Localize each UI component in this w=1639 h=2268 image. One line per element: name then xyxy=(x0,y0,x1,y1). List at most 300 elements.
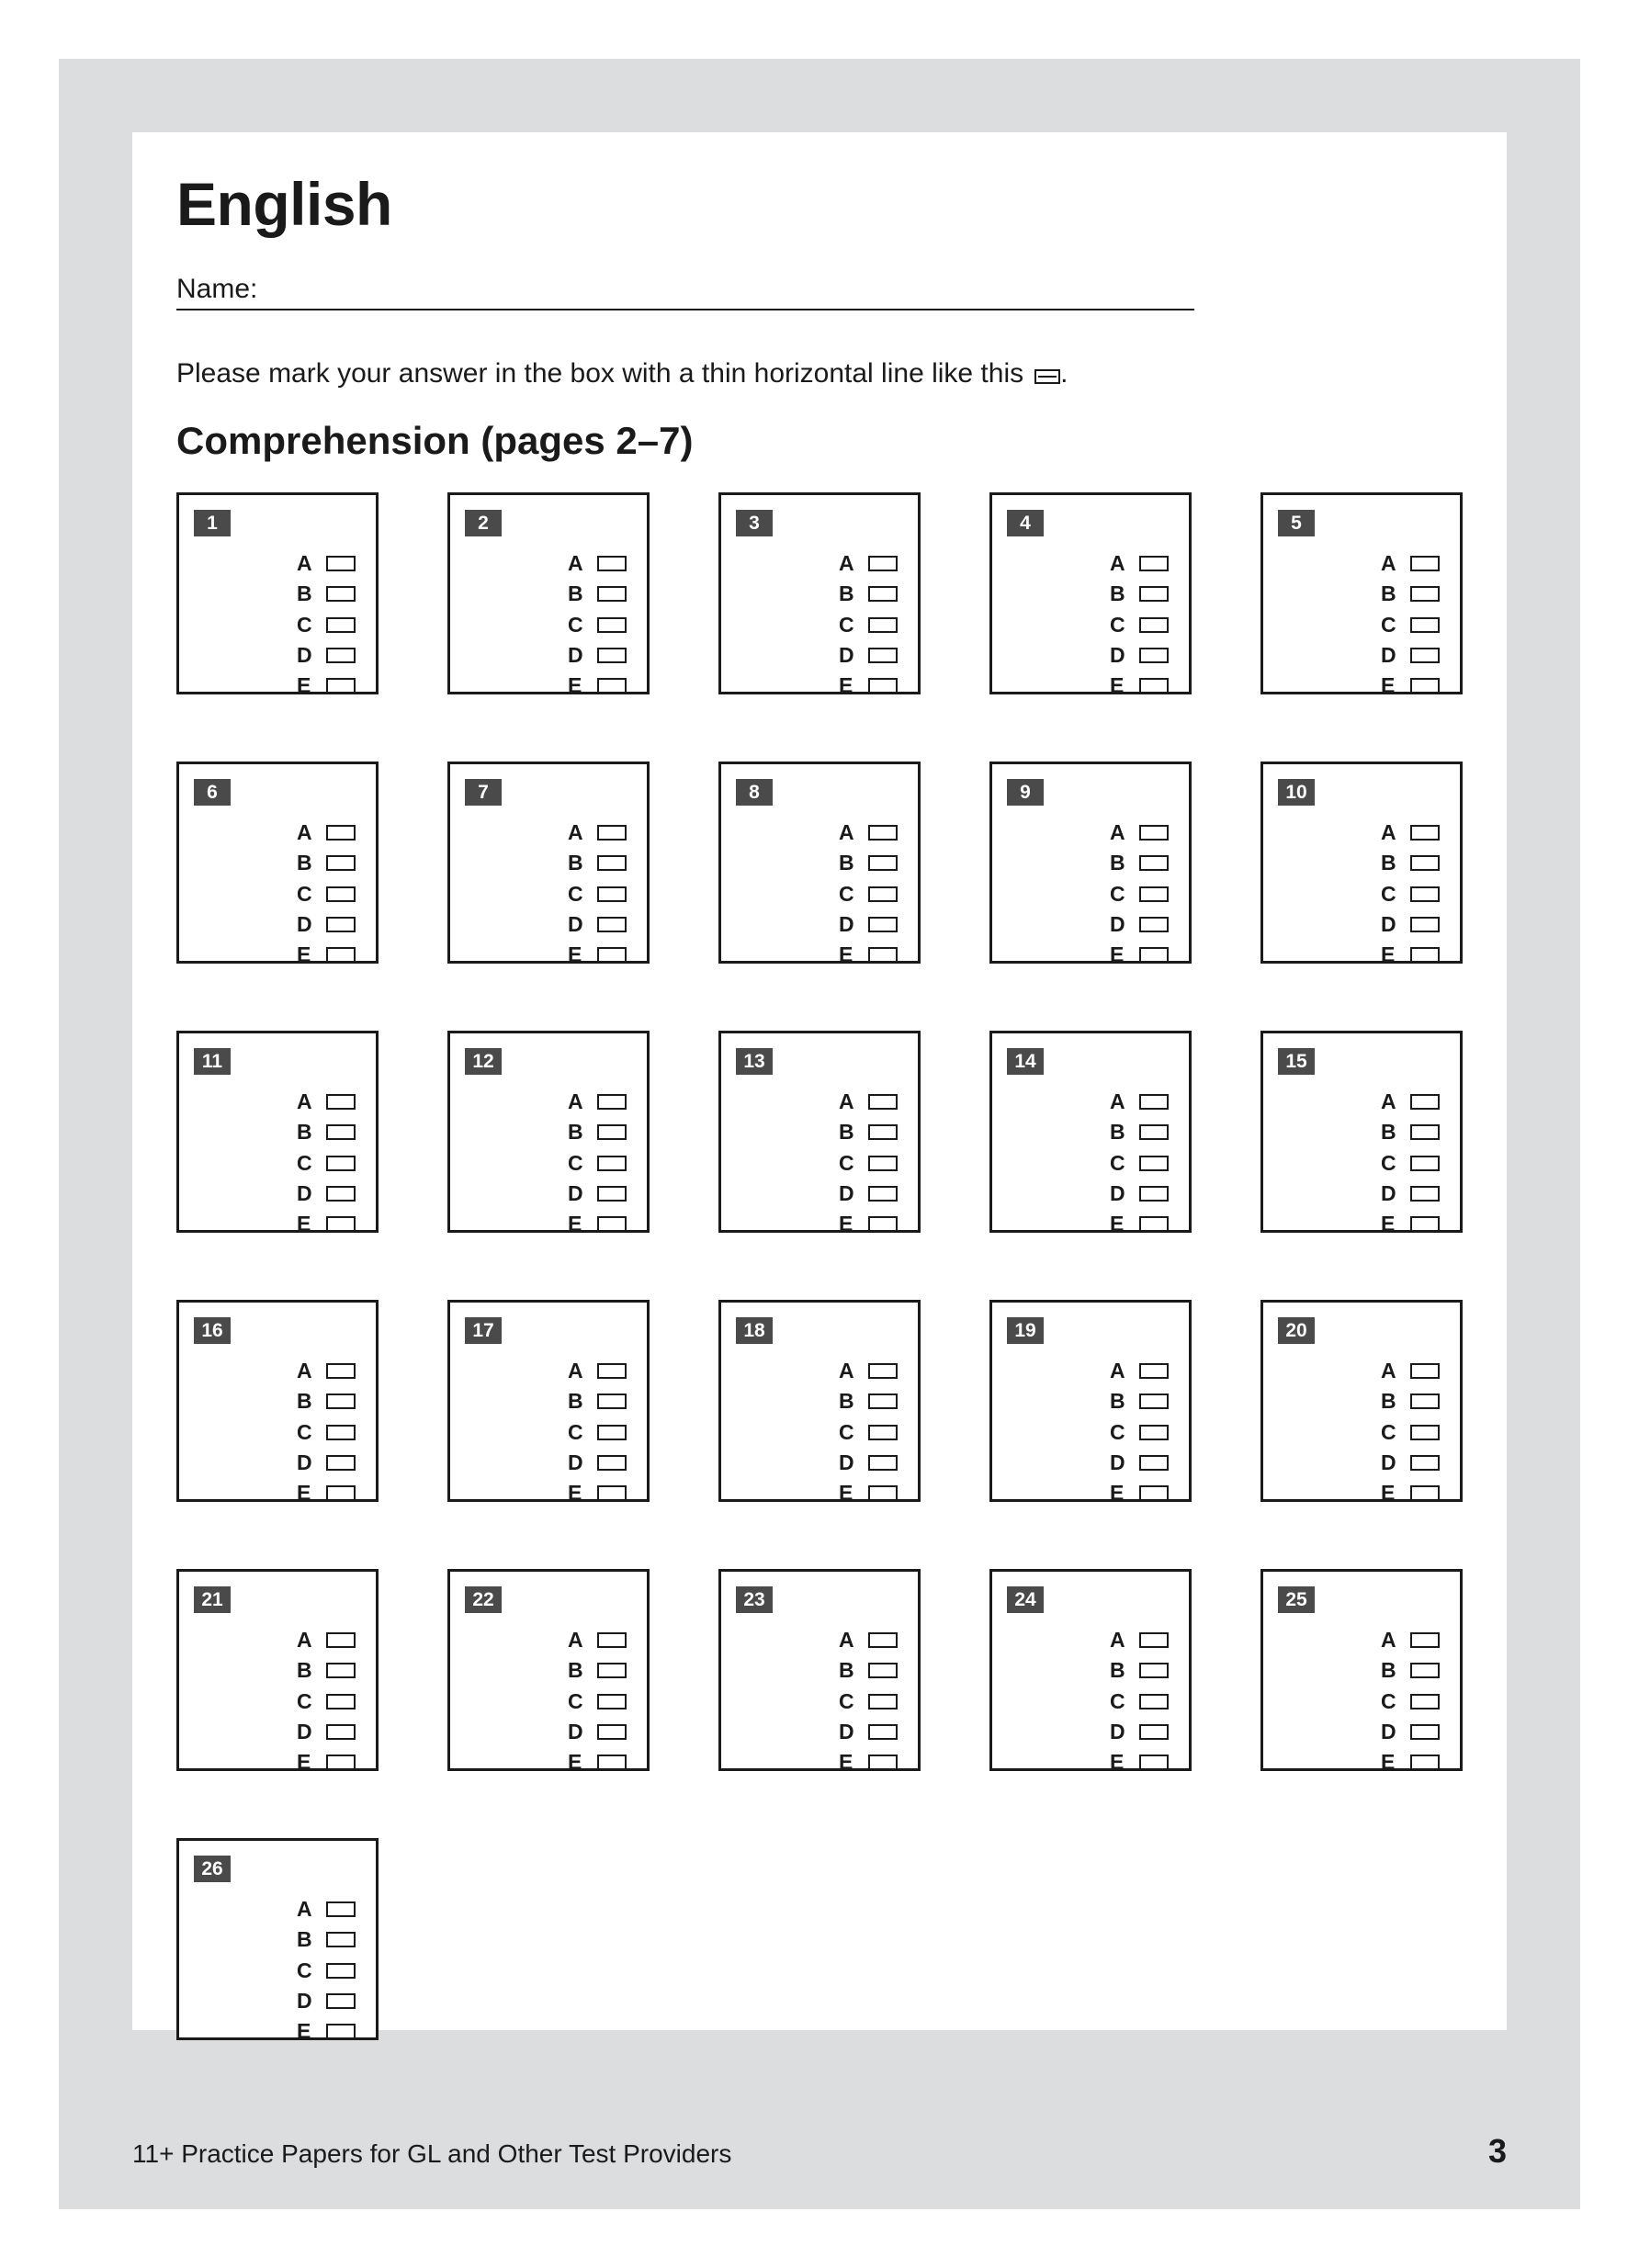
answer-option xyxy=(297,640,356,671)
answer-option xyxy=(568,1148,627,1179)
question-box xyxy=(1260,1569,1463,1775)
answer-option xyxy=(297,1956,356,1986)
question-box xyxy=(718,492,921,698)
option-letter: D xyxy=(297,1989,312,2014)
answer-checkbox[interactable] xyxy=(326,1485,356,1501)
answer-checkbox[interactable] xyxy=(326,1632,356,1648)
answer-checkbox[interactable] xyxy=(868,1094,898,1110)
answer-option xyxy=(839,1655,898,1686)
answer-checkbox[interactable] xyxy=(326,947,356,963)
answer-checkbox[interactable] xyxy=(597,1663,627,1678)
answer-option xyxy=(297,1478,356,1508)
answer-checkbox[interactable] xyxy=(1139,886,1169,902)
option-letter: D xyxy=(1110,1450,1125,1475)
answer-checkbox[interactable] xyxy=(868,1632,898,1648)
answer-option xyxy=(1381,879,1440,909)
answer-checkbox[interactable] xyxy=(1410,1094,1440,1110)
answer-checkbox[interactable] xyxy=(1139,586,1169,602)
answer-checkbox[interactable] xyxy=(868,617,898,633)
answer-checkbox[interactable] xyxy=(1139,1394,1169,1409)
answer-checkbox[interactable] xyxy=(326,855,356,871)
answer-checkbox[interactable] xyxy=(868,1394,898,1409)
answer-checkbox[interactable] xyxy=(326,1363,356,1379)
answer-option xyxy=(839,671,898,701)
answer-checkbox[interactable] xyxy=(1139,556,1169,571)
answer-checkbox[interactable] xyxy=(597,1094,627,1110)
answer-checkbox[interactable] xyxy=(868,1485,898,1501)
option-letter: C xyxy=(568,1419,583,1444)
option-letter: E xyxy=(839,1212,853,1236)
option-letter: A xyxy=(297,1628,312,1653)
option-list xyxy=(1110,818,1169,970)
answer-checkbox[interactable] xyxy=(597,947,627,963)
answer-checkbox[interactable] xyxy=(326,825,356,841)
answer-checkbox[interactable] xyxy=(1139,1124,1169,1140)
option-list xyxy=(568,1087,627,1239)
answer-checkbox[interactable] xyxy=(1139,1186,1169,1202)
answer-checkbox[interactable] xyxy=(597,886,627,902)
option-letter: A xyxy=(1381,820,1396,845)
answer-checkbox[interactable] xyxy=(1139,1216,1169,1232)
question-number: 2 xyxy=(465,510,502,536)
answer-checkbox[interactable] xyxy=(1410,586,1440,602)
answer-checkbox[interactable] xyxy=(1410,855,1440,871)
option-list xyxy=(568,1356,627,1508)
answer-option xyxy=(1110,1209,1169,1239)
answer-option xyxy=(1110,548,1169,579)
answer-option xyxy=(1381,548,1440,579)
question-box xyxy=(989,492,1192,698)
answer-checkbox[interactable] xyxy=(597,648,627,663)
answer-option xyxy=(1381,1655,1440,1686)
answer-checkbox[interactable] xyxy=(868,1186,898,1202)
answer-checkbox[interactable] xyxy=(868,1363,898,1379)
answer-option xyxy=(1110,1747,1169,1777)
answer-option xyxy=(1110,1148,1169,1179)
answer-option xyxy=(1381,848,1440,878)
answer-checkbox[interactable] xyxy=(326,678,356,694)
answer-checkbox[interactable] xyxy=(1139,648,1169,663)
answer-checkbox[interactable] xyxy=(597,1394,627,1409)
answer-option xyxy=(297,848,356,878)
option-letter: C xyxy=(568,612,583,637)
answer-checkbox[interactable] xyxy=(868,947,898,963)
answer-checkbox[interactable] xyxy=(1410,1363,1440,1379)
answer-option xyxy=(1110,1417,1169,1448)
answer-checkbox[interactable] xyxy=(597,1216,627,1232)
name-label: Name: xyxy=(176,274,258,304)
option-letter: C xyxy=(297,1150,312,1175)
answer-option xyxy=(1110,1087,1169,1117)
option-letter: D xyxy=(297,1720,312,1744)
answer-option xyxy=(297,610,356,640)
option-letter: A xyxy=(1381,1089,1396,1114)
answer-checkbox[interactable] xyxy=(597,1694,627,1709)
answer-checkbox[interactable] xyxy=(1139,855,1169,871)
option-letter: A xyxy=(1110,820,1125,845)
answer-option xyxy=(839,1417,898,1448)
option-letter: D xyxy=(839,912,854,937)
answer-option xyxy=(568,1209,627,1239)
page-border xyxy=(59,59,1580,2209)
option-letter: C xyxy=(297,881,312,906)
answer-option xyxy=(839,848,898,878)
option-letter: B xyxy=(1110,1658,1125,1683)
answer-checkbox[interactable] xyxy=(326,1186,356,1202)
answer-option xyxy=(1110,1478,1169,1508)
question-number: 22 xyxy=(465,1586,502,1613)
option-letter: B xyxy=(1381,1120,1396,1145)
answer-checkbox[interactable] xyxy=(1410,1425,1440,1440)
option-letter: B xyxy=(839,1389,854,1414)
answer-option xyxy=(1110,909,1169,940)
option-letter: D xyxy=(1381,1720,1396,1744)
answer-checkbox[interactable] xyxy=(1410,678,1440,694)
answer-checkbox[interactable] xyxy=(1410,917,1440,932)
question-number: 21 xyxy=(194,1586,231,1613)
option-list xyxy=(1110,1087,1169,1239)
option-letter: C xyxy=(1110,1688,1125,1713)
answer-option xyxy=(839,940,898,970)
question-box xyxy=(989,1031,1192,1236)
option-letter: C xyxy=(1381,881,1396,906)
answer-checkbox[interactable] xyxy=(1410,1455,1440,1471)
section-title: Comprehension (pages 2–7) xyxy=(176,419,694,462)
question-box xyxy=(989,762,1192,967)
option-letter: E xyxy=(297,673,311,698)
answer-option xyxy=(1110,671,1169,701)
option-letter: E xyxy=(1110,673,1125,698)
option-letter: E xyxy=(297,942,311,967)
option-letter: C xyxy=(568,881,583,906)
answer-option xyxy=(568,610,627,640)
answer-checkbox[interactable] xyxy=(326,556,356,571)
answer-checkbox[interactable] xyxy=(1139,1694,1169,1709)
answer-option xyxy=(297,1655,356,1686)
answer-checkbox[interactable] xyxy=(326,1694,356,1709)
answer-checkbox[interactable] xyxy=(1410,617,1440,633)
question-box xyxy=(176,1569,379,1775)
option-letter: B xyxy=(568,851,583,875)
answer-option xyxy=(839,579,898,609)
answer-checkbox[interactable] xyxy=(1410,1216,1440,1232)
question-box xyxy=(176,1838,379,2044)
answer-checkbox[interactable] xyxy=(597,1186,627,1202)
answer-checkbox[interactable] xyxy=(868,825,898,841)
question-number: 16 xyxy=(194,1317,231,1344)
answer-option xyxy=(297,1986,356,2016)
option-letter: B xyxy=(568,1389,583,1414)
question-box xyxy=(447,492,650,698)
answer-checkbox[interactable] xyxy=(597,917,627,932)
option-list xyxy=(568,818,627,970)
answer-option xyxy=(1110,940,1169,970)
answer-option xyxy=(839,1717,898,1747)
answer-option xyxy=(839,548,898,579)
answer-checkbox[interactable] xyxy=(597,825,627,841)
option-letter: E xyxy=(1110,1750,1125,1775)
option-letter: D xyxy=(839,643,854,668)
answer-checkbox[interactable] xyxy=(1410,556,1440,571)
answer-checkbox[interactable] xyxy=(1410,947,1440,963)
answer-option xyxy=(568,671,627,701)
answer-checkbox[interactable] xyxy=(1139,825,1169,841)
answer-option xyxy=(297,548,356,579)
option-letter: B xyxy=(1110,1389,1125,1414)
option-letter: D xyxy=(297,643,312,668)
option-letter: D xyxy=(568,643,583,668)
answer-option xyxy=(1110,610,1169,640)
answer-checkbox[interactable] xyxy=(868,556,898,571)
answer-checkbox[interactable] xyxy=(597,1755,627,1770)
answer-checkbox[interactable] xyxy=(1139,1425,1169,1440)
answer-checkbox[interactable] xyxy=(868,648,898,663)
option-letter: E xyxy=(297,1481,311,1506)
answer-checkbox[interactable] xyxy=(326,1156,356,1171)
option-letter: E xyxy=(1381,1481,1396,1506)
option-letter: E xyxy=(1110,942,1125,967)
page-title: English xyxy=(176,170,392,238)
answer-checkbox[interactable] xyxy=(326,1755,356,1770)
answer-option xyxy=(1381,1386,1440,1416)
answer-checkbox[interactable] xyxy=(1410,1186,1440,1202)
answer-checkbox[interactable] xyxy=(326,1724,356,1740)
option-letter: E xyxy=(297,1212,311,1236)
option-letter: A xyxy=(1110,1089,1125,1114)
answer-checkbox[interactable] xyxy=(597,1724,627,1740)
answer-checkbox[interactable] xyxy=(1410,1724,1440,1740)
answer-option xyxy=(568,579,627,609)
answer-option xyxy=(839,879,898,909)
answer-checkbox[interactable] xyxy=(597,678,627,694)
answer-checkbox[interactable] xyxy=(597,617,627,633)
option-letter: B xyxy=(839,1120,854,1145)
answer-checkbox[interactable] xyxy=(1139,678,1169,694)
answer-option xyxy=(297,1117,356,1147)
question-box xyxy=(1260,762,1463,967)
answer-checkbox[interactable] xyxy=(1139,1724,1169,1740)
option-letter: E xyxy=(839,1481,853,1506)
question-number: 7 xyxy=(465,779,502,806)
answer-option xyxy=(297,879,356,909)
answer-checkbox[interactable] xyxy=(597,556,627,571)
answer-checkbox[interactable] xyxy=(326,1663,356,1678)
answer-option xyxy=(297,1625,356,1655)
answer-checkbox[interactable] xyxy=(597,1455,627,1471)
answer-option xyxy=(297,1924,356,1955)
answer-option xyxy=(568,1087,627,1117)
answer-option xyxy=(839,1209,898,1239)
option-letter: D xyxy=(1110,912,1125,937)
answer-checkbox[interactable] xyxy=(326,1394,356,1409)
answer-checkbox[interactable] xyxy=(868,1694,898,1709)
option-letter: D xyxy=(1381,643,1396,668)
answer-checkbox[interactable] xyxy=(1410,648,1440,663)
option-letter: A xyxy=(1381,1359,1396,1383)
option-letter: D xyxy=(1381,1450,1396,1475)
answer-checkbox[interactable] xyxy=(868,1425,898,1440)
answer-option xyxy=(839,610,898,640)
answer-option xyxy=(568,1179,627,1209)
answer-checkbox[interactable] xyxy=(1410,1156,1440,1171)
question-box xyxy=(176,492,379,698)
option-letter: C xyxy=(297,1419,312,1444)
option-letter: A xyxy=(1110,1628,1125,1653)
answer-checkbox[interactable] xyxy=(868,1455,898,1471)
answer-checkbox[interactable] xyxy=(1139,1663,1169,1678)
answer-option xyxy=(1381,818,1440,848)
option-letter: D xyxy=(568,1720,583,1744)
question-number: 18 xyxy=(736,1317,773,1344)
answer-checkbox[interactable] xyxy=(868,1663,898,1678)
question-box xyxy=(1260,1300,1463,1506)
answer-checkbox[interactable] xyxy=(326,1455,356,1471)
option-list xyxy=(297,548,356,701)
answer-checkbox[interactable] xyxy=(326,886,356,902)
answer-checkbox[interactable] xyxy=(597,1632,627,1648)
answer-checkbox[interactable] xyxy=(868,586,898,602)
answer-checkbox[interactable] xyxy=(868,917,898,932)
option-letter: B xyxy=(839,1658,854,1683)
answer-checkbox[interactable] xyxy=(1410,1124,1440,1140)
option-letter: C xyxy=(839,1419,854,1444)
answer-checkbox[interactable] xyxy=(326,1124,356,1140)
question-box xyxy=(176,1031,379,1236)
answer-option xyxy=(297,1717,356,1747)
answer-option xyxy=(1381,1179,1440,1209)
answer-option xyxy=(1110,579,1169,609)
answer-checkbox[interactable] xyxy=(1139,1632,1169,1648)
answer-checkbox[interactable] xyxy=(868,855,898,871)
instruction-text xyxy=(176,356,1068,391)
option-letter: B xyxy=(1110,1120,1125,1145)
answer-checkbox[interactable] xyxy=(1410,1485,1440,1501)
answer-option xyxy=(1110,1655,1169,1686)
answer-checkbox[interactable] xyxy=(868,1755,898,1770)
option-letter: D xyxy=(839,1450,854,1475)
answer-option xyxy=(568,1117,627,1147)
answer-checkbox[interactable] xyxy=(1410,1663,1440,1678)
option-list xyxy=(297,1087,356,1239)
option-letter: C xyxy=(1110,1150,1125,1175)
answer-checkbox[interactable] xyxy=(1139,917,1169,932)
option-letter: A xyxy=(297,1359,312,1383)
answer-checkbox[interactable] xyxy=(1139,617,1169,633)
answer-checkbox[interactable] xyxy=(868,678,898,694)
answer-checkbox[interactable] xyxy=(326,1901,356,1917)
answer-checkbox[interactable] xyxy=(1139,1485,1169,1501)
answer-checkbox[interactable] xyxy=(326,1932,356,1947)
option-letter: B xyxy=(297,1120,312,1145)
answer-checkbox[interactable] xyxy=(597,1363,627,1379)
answer-checkbox[interactable] xyxy=(326,917,356,932)
option-list xyxy=(1381,1356,1440,1508)
answer-checkbox[interactable] xyxy=(597,1425,627,1440)
answer-checkbox[interactable] xyxy=(326,648,356,663)
answer-checkbox[interactable] xyxy=(1410,1694,1440,1709)
answer-checkbox[interactable] xyxy=(1139,1094,1169,1110)
answer-option xyxy=(839,909,898,940)
answer-checkbox[interactable] xyxy=(326,617,356,633)
option-letter: A xyxy=(568,1089,583,1114)
answer-option xyxy=(839,1448,898,1478)
name-field[interactable] xyxy=(176,272,1194,310)
answer-checkbox[interactable] xyxy=(326,1094,356,1110)
option-letter: A xyxy=(568,551,583,576)
question-number: 13 xyxy=(736,1048,773,1075)
answer-checkbox[interactable] xyxy=(1139,1156,1169,1171)
answer-checkbox[interactable] xyxy=(1410,1632,1440,1648)
answer-checkbox[interactable] xyxy=(597,586,627,602)
option-list xyxy=(568,1625,627,1777)
answer-checkbox[interactable] xyxy=(1139,947,1169,963)
answer-checkbox[interactable] xyxy=(326,1216,356,1232)
answer-option xyxy=(568,879,627,909)
question-box xyxy=(1260,492,1463,698)
question-number: 4 xyxy=(1007,510,1044,536)
option-list xyxy=(297,818,356,970)
answer-checkbox[interactable] xyxy=(1139,1755,1169,1770)
answer-checkbox[interactable] xyxy=(597,1485,627,1501)
option-letter: C xyxy=(839,881,854,906)
answer-option xyxy=(1110,640,1169,671)
answer-checkbox[interactable] xyxy=(868,1124,898,1140)
answer-option xyxy=(1110,1179,1169,1209)
question-number: 15 xyxy=(1278,1048,1315,1075)
answer-checkbox[interactable] xyxy=(326,1993,356,2009)
answer-checkbox[interactable] xyxy=(1139,1455,1169,1471)
option-letter: E xyxy=(839,1750,853,1775)
option-letter: D xyxy=(1110,1181,1125,1206)
answer-checkbox[interactable] xyxy=(1410,825,1440,841)
answer-checkbox[interactable] xyxy=(1139,1363,1169,1379)
answer-checkbox[interactable] xyxy=(326,2024,356,2039)
answer-option xyxy=(1381,579,1440,609)
question-number: 12 xyxy=(465,1048,502,1075)
answer-checkbox[interactable] xyxy=(326,586,356,602)
option-letter: B xyxy=(1381,581,1396,606)
answer-checkbox[interactable] xyxy=(597,855,627,871)
option-letter: D xyxy=(1110,643,1125,668)
option-letter: C xyxy=(839,612,854,637)
answer-checkbox[interactable] xyxy=(868,886,898,902)
answer-checkbox[interactable] xyxy=(868,1156,898,1171)
answer-option xyxy=(1381,1747,1440,1777)
question-box xyxy=(447,1031,650,1236)
answer-checkbox[interactable] xyxy=(597,1156,627,1171)
answer-checkbox[interactable] xyxy=(1410,1394,1440,1409)
option-letter: D xyxy=(1381,912,1396,937)
answer-sheet xyxy=(132,132,1507,2044)
answer-checkbox[interactable] xyxy=(868,1216,898,1232)
answer-checkbox[interactable] xyxy=(326,1963,356,1979)
answer-option xyxy=(568,1655,627,1686)
option-list xyxy=(1381,1087,1440,1239)
option-letter: E xyxy=(1110,1481,1125,1506)
answer-option xyxy=(568,1417,627,1448)
question-grid xyxy=(176,492,1463,2044)
instruction-end: . xyxy=(1060,358,1068,389)
answer-option xyxy=(1381,1417,1440,1448)
answer-option xyxy=(839,1148,898,1179)
answer-checkbox[interactable] xyxy=(868,1724,898,1740)
option-list xyxy=(297,1625,356,1777)
answer-checkbox[interactable] xyxy=(1410,886,1440,902)
answer-checkbox[interactable] xyxy=(597,1124,627,1140)
answer-option xyxy=(839,1117,898,1147)
answer-checkbox[interactable] xyxy=(326,1425,356,1440)
answer-checkbox[interactable] xyxy=(1410,1755,1440,1770)
